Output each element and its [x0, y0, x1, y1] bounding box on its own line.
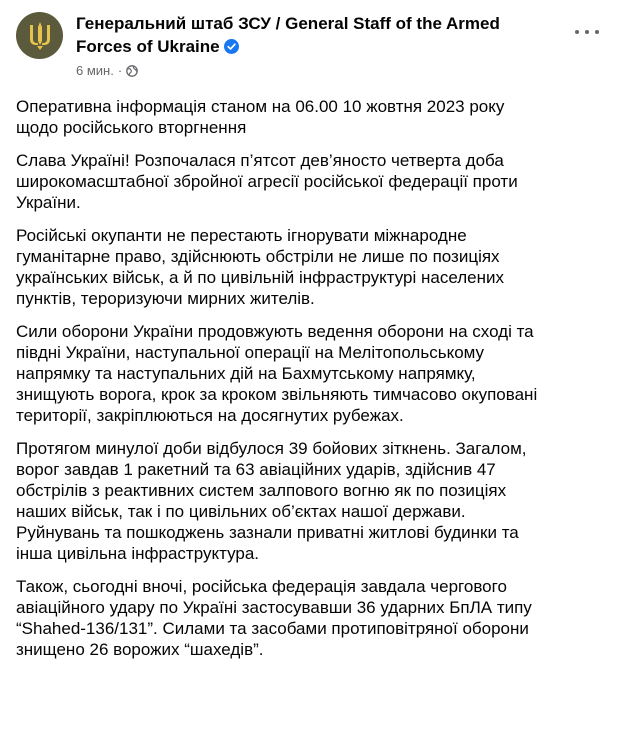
globe-icon[interactable]: [126, 65, 138, 77]
more-options-icon[interactable]: [571, 22, 603, 42]
page-name[interactable]: Генеральний штаб ЗСУ / General Staff of the Armed Forces of Ukraine: [76, 14, 500, 56]
dot: [575, 30, 579, 34]
paragraph-drone-attack: Також, сьогодні вночі, російська федерація завдала чергового авіаційного удару по Україні застосувавши 36 ударних БпЛА типу “Shahed-136/131”. Силами та засобами протиповітряної оборони знищено 26 ворожих “шахедів”.: [16, 577, 532, 659]
paragraph-defense: Сили оборони України продовжують ведення оборони на сході та півдні України, наступальної операції на Мелітопольському напрямку та наступальних дій на Бахмутському напрямку, знищують ворога, крок за кроком звільняють тимчасово окуповані території, закріплюються на досягнутих рубежах.: [16, 322, 538, 425]
page-name-link[interactable]: [76, 12, 556, 58]
meta-separator: ·: [117, 63, 123, 78]
paragraph-headline: Оперативна інформація станом на 06.00 10 жовтня 2023 року щодо російського вторгнення: [16, 97, 505, 137]
post-header: [16, 8, 603, 88]
paragraph-greeting: Слава Україні! Розпочалася п’ятсот дев’яносто четверта доба широкомасштабної збройної агресії російської федерації проти України.: [16, 151, 518, 212]
dot: [585, 30, 589, 34]
dot: [595, 30, 599, 34]
post-timestamp[interactable]: 6 мин.: [76, 63, 114, 78]
post-text: [16, 96, 606, 672]
trident-emblem-icon: [27, 21, 53, 51]
verified-badge-icon: [224, 39, 239, 54]
paragraph-combat-stats: Протягом минулої доби відбулося 39 бойових зіткнень. Загалом, ворог завдав 1 ракетний та 63 авіаційних ударів, здійснив 47 обстрілів з реактивних систем залпового вогню як по позиціях наших військ, так і по цивільних об’єктах нашої держави. Руйнувань та пошкоджень зазнали приватні житлові будинки та інша цивільна інфраструктура.: [16, 439, 527, 563]
paragraph-occupants: Російські окупанти не перестають ігнорувати міжнародне гуманітарне право, здійснюють обстріли не лише по позиціях українських військ, а й по цивільній інфраструктурі населених пунктів, тероризуючи мирних жителів.: [16, 226, 504, 308]
post-meta: [76, 63, 138, 78]
page-avatar[interactable]: [16, 12, 63, 59]
